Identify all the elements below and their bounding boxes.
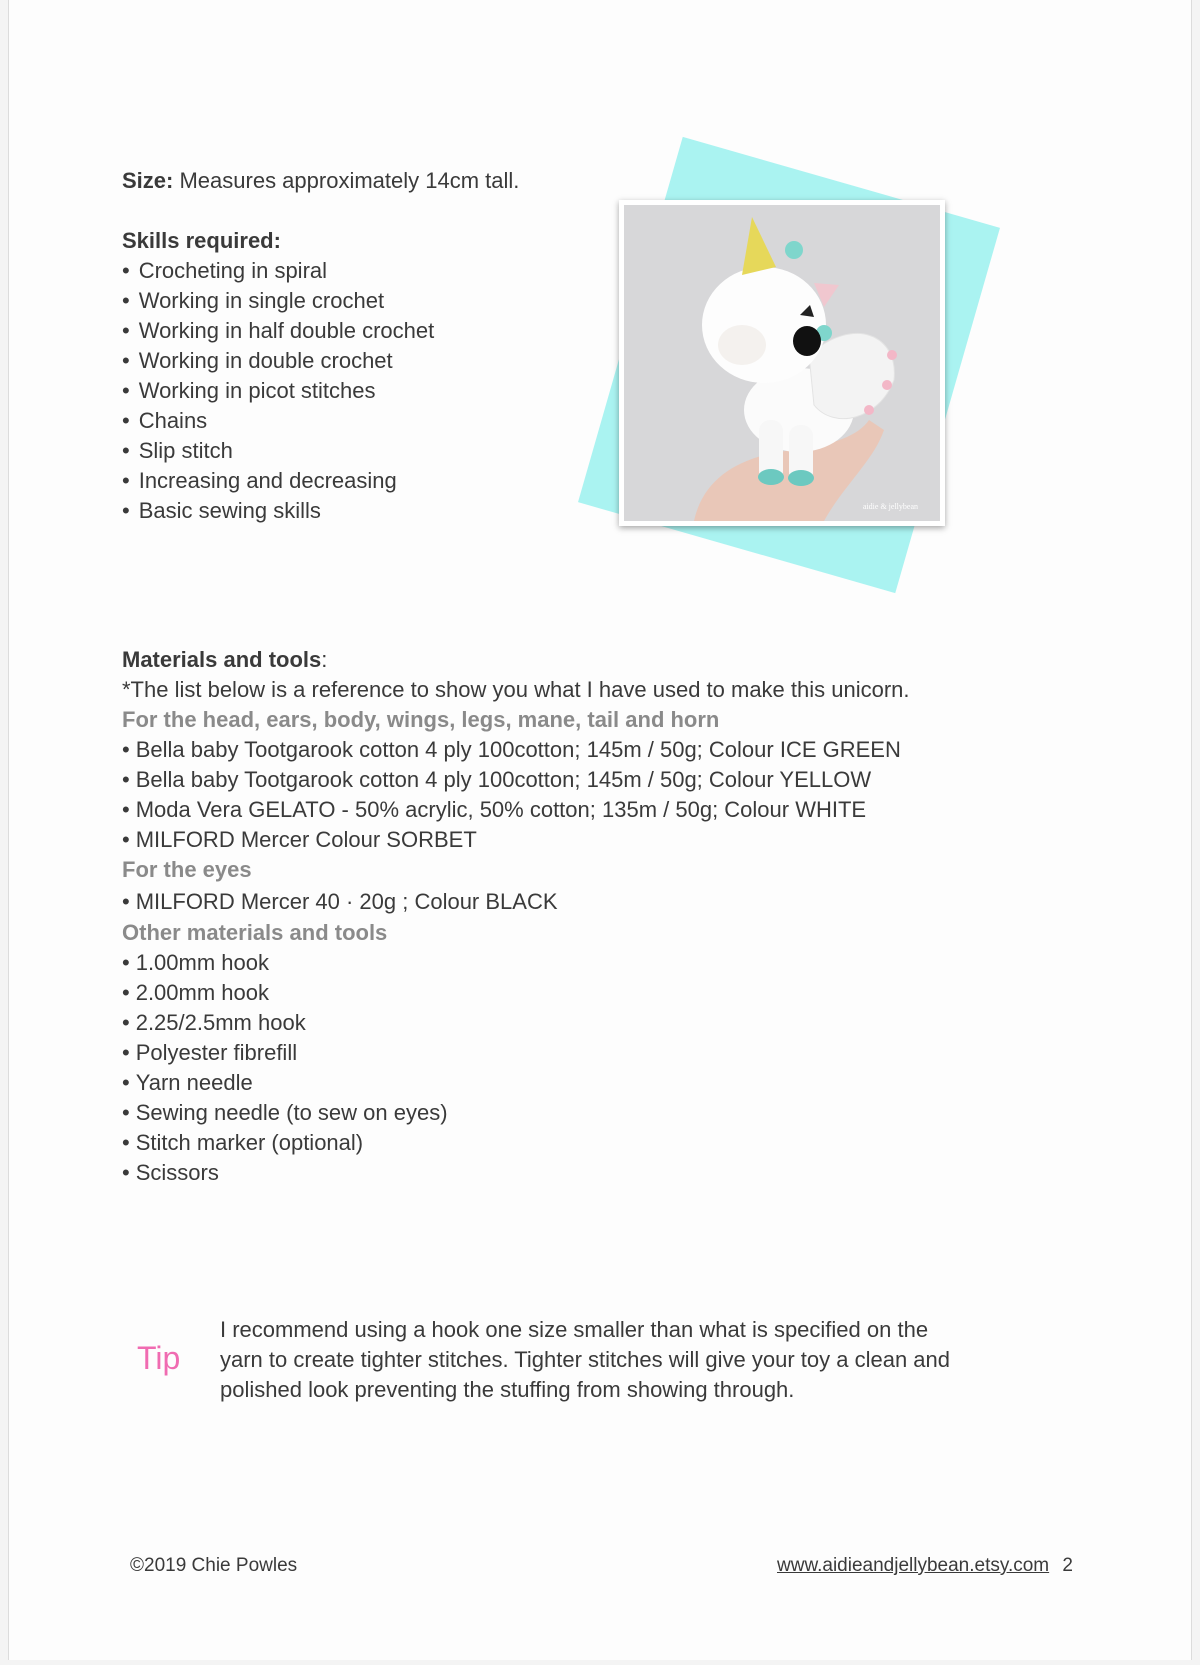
list-item: • Basic sewing skills [122,496,434,526]
list-item: • Yarn needle [122,1068,448,1098]
materials-heading-line [122,645,327,675]
materials-heading: Materials and tools [122,647,322,672]
tools-list [122,948,448,1188]
list-item: • Slip stitch [122,436,434,466]
list-item: • Moda Vera GELATO - 50% acrylic, 50% cotton; 135m / 50g; Colour WHITE [122,795,901,825]
tip-text [220,1315,1060,1405]
list-item: • Bella baby Tootgarook cotton 4 ply 100cotton; 145m / 50g; Colour YELLOW [122,765,901,795]
section-title-eyes: For the eyes [122,857,252,882]
list-item: • Stitch marker (optional) [122,1128,448,1158]
skills-list [122,256,434,526]
tip-line: polished look preventing the stuffing from showing through. [220,1377,795,1402]
list-item: • Crocheting in spiral [122,256,434,286]
list-item: • Working in double crochet [122,346,434,376]
list-item: • Working in half double crochet [122,316,434,346]
list-item: • Working in single crochet [122,286,434,316]
list-item: • Working in picot stitches [122,376,434,406]
footer-right [777,1555,1073,1577]
footer-copyright: ©2019 Chie Powles [130,1555,298,1576]
materials-note: *The list below is a reference to show you what I have used to make this unicorn. [122,677,910,702]
section-title-other: Other materials and tools [122,920,388,945]
document-page [8,0,1192,1660]
list-item: • Sewing needle (to sew on eyes) [122,1098,448,1128]
list-item: • Polyester fibrefill [122,1038,448,1068]
list-item: • Bella baby Tootgarook cotton 4 ply 100cotton; 145m / 50g; Colour ICE GREEN [122,735,901,765]
size-line [122,166,519,196]
tip-line: yarn to create tighter stitches. Tighter stitches will give your toy a clean and [220,1347,951,1372]
list-item: • Scissors [122,1158,448,1188]
unicorn-photo-frame [569,150,999,580]
materials-heading-colon: : [321,647,328,672]
size-value: Measures approximately 14cm tall. [173,168,520,193]
list-item: • 2.25/2.5mm hook [122,1008,448,1038]
skills-heading: Skills required: [122,228,281,253]
unicorn-photo [619,200,945,526]
list-item: • 2.00mm hook [122,978,448,1008]
list-item: • MILFORD Mercer 40 · 20g ; Colour BLACK [122,887,558,917]
unicorn-image [624,205,940,521]
tip-label: Tip [137,1340,181,1376]
list-item: • 1.00mm hook [122,948,448,978]
list-item: • Chains [122,406,434,436]
yarn-list [122,735,901,855]
size-label: Size: [122,168,174,193]
eyes-list [122,887,558,917]
tip-line: I recommend using a hook one size smaller than what is specified on the [220,1317,929,1342]
list-item: • Increasing and decreasing [122,466,434,496]
section-title-body: For the head, ears, body, wings, legs, mane, tail and horn [122,707,720,732]
list-item: • MILFORD Mercer Colour SORBET [122,825,901,855]
shop-link[interactable]: www.aidieandjellybean.etsy.com [777,1555,1050,1576]
photo-watermark: aidie & jellybean [862,502,918,511]
page-number: 2 [1062,1555,1073,1576]
